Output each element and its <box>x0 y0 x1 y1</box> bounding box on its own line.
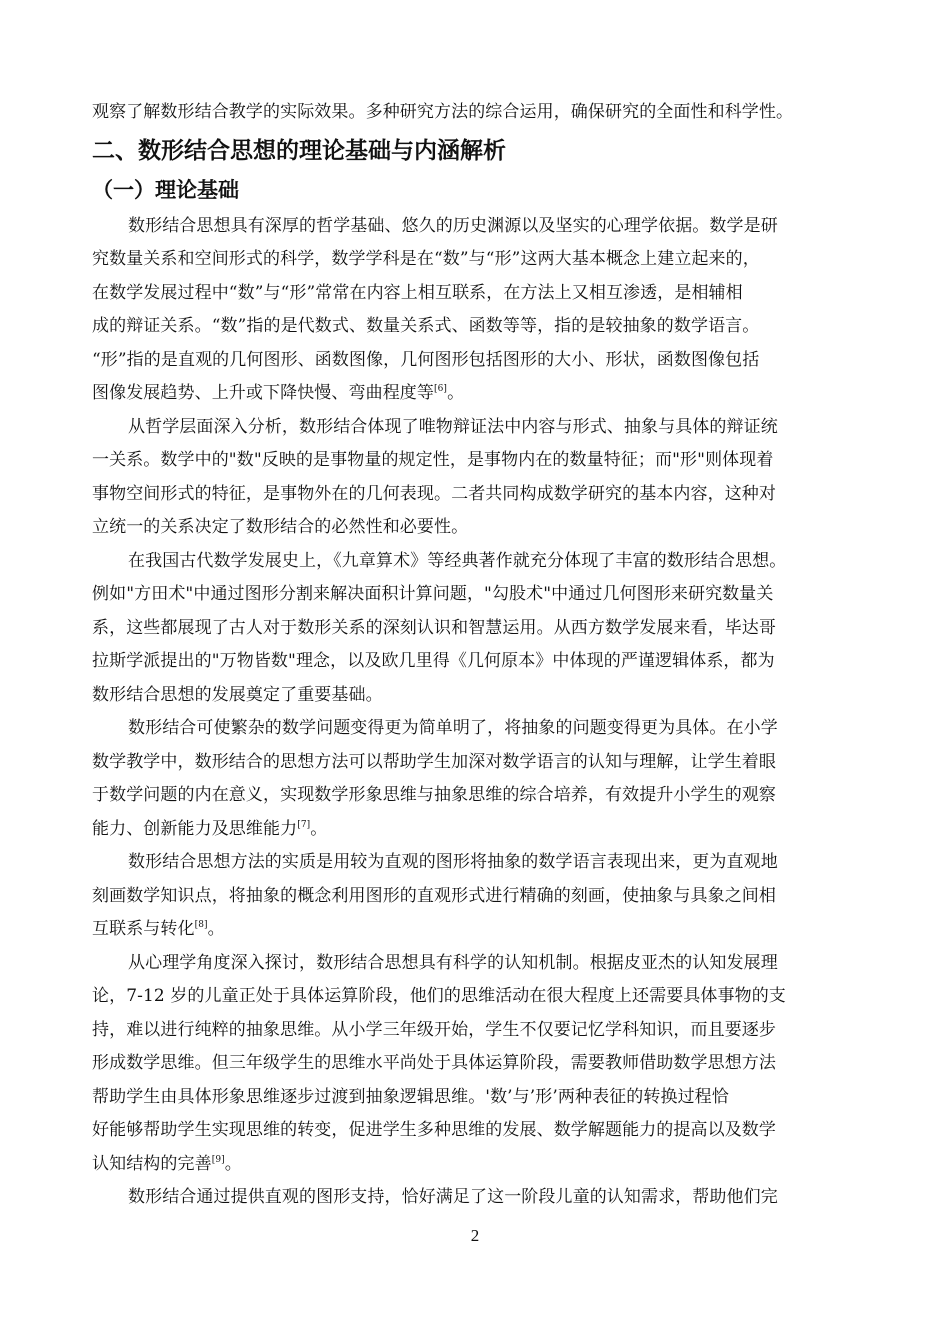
citation-ref: [6] <box>434 384 448 394</box>
text-line: 一关系。数学中的"数"反映的是事物量的规定性，是事物内在的数量特征；而"形"则体现着 <box>92 450 774 470</box>
citation-ref: [8] <box>194 920 208 930</box>
text-line: 好能够帮助学生实现思维的转变，促进学生多种思维的发展、数学解题能力的提高以及数学 <box>92 1120 776 1140</box>
paragraph <box>92 712 860 846</box>
text-line: 持，难以进行纯粹的抽象思维。从小学三年级开始，学生不仅要记忆学科知识，而且要逐步 <box>92 1019 776 1040</box>
citation-ref: [7] <box>297 819 311 830</box>
text-line: 成的辩证关系。“数”指的是代数式、数量关系式、函数等等，指的是较抽象的数学语言。 <box>92 316 760 336</box>
sentence-end: 。 <box>224 1153 242 1174</box>
text-line: 从哲学层面深入分析，数形结合体现了唯物辩证法中内容与形式、抽象与具体的辩证统 <box>128 416 778 437</box>
text-line: 数形结合可使繁杂的数学问题变得更为简单明了，将抽象的问题变得更为具体。在小学 <box>128 718 778 738</box>
text-line: 论，7-12 岁的儿童正处于具体运算阶段，他们的思维活动在很大程度上还需要具体事物的支 <box>92 986 786 1006</box>
page-number: 2 <box>470 1226 480 1245</box>
text-line: 互联系与转化[8]。 <box>92 919 225 939</box>
paragraph <box>92 846 860 947</box>
text-line: 事物空间形式的特征，是事物外在的几何表现。二者共同构成数学研究的基本内容，这种对 <box>92 483 776 504</box>
text-line: 例如"方田术"中通过图形分割来解决面积计算问题，"勾股术"中通过几何图形来研究数量关 <box>92 584 774 604</box>
text-line: 能力、创新能力及思维能力[7]。 <box>92 818 328 839</box>
paragraph <box>92 1181 860 1215</box>
text-line: 数学教学中，数形结合的思想方法可以帮助学生加深对数学语言的认知与理解，让学生着眼 <box>92 751 776 772</box>
text-line: 从心理学角度深入探讨，数形结合思想具有科学的认知机制。根据皮亚杰的认知发展理 <box>128 952 778 973</box>
text-line: 帮助学生由具体形象思维逐步过渡到抽象逻辑思维。'数’与’形’两种表征的转换过程恰 <box>92 1086 729 1107</box>
text-line: 拉斯学派提出的"万物皆数"理念，以及欧几里得《几何原本》中体现的严谨逻辑体系，都为 <box>92 651 775 671</box>
text-line: 数形结合通过提供直观的图形支持，恰好满足了这一阶段儿童的认知需求，帮助他们完 <box>128 1187 778 1207</box>
paragraph <box>92 411 860 545</box>
citation-ref: [9] <box>211 1154 225 1165</box>
paragraph <box>92 545 860 713</box>
text-line: 形成数学思维。但三年级学生的思维水平尚处于具体运算阶段，需要教师借助数学思想方法 <box>92 1053 776 1073</box>
body-text <box>92 210 860 1215</box>
text-line: 在数学发展过程中“数”与“形”常常在内容上相互联系，在方法上又相互渗透，是相辅相 <box>92 282 743 303</box>
paragraph <box>92 947 860 1182</box>
text-line: 系，这些都展现了古人对于数形关系的深刻认识和智慧运用。从西方数学发展来看，毕达哥 <box>92 617 776 638</box>
text-line: 数形结合思想的发展奠定了重要基础。 <box>92 684 383 705</box>
text-line: 数形结合思想具有深厚的哲学基础、悠久的历史渊源以及坚实的心理学依据。数学是研 <box>128 215 778 236</box>
sentence-end: 。 <box>447 383 465 403</box>
text-line: 在我国古代数学发展史上，《九章算术》等经典著作就充分体现了丰富的数形结合思想。 <box>128 550 787 571</box>
section-title: 二、数形结合思想的理论基础与内涵解析 <box>92 137 506 164</box>
text-line: “形”指的是直观的几何图形、函数图像，几何图形包括图形的大小、形状，函数图像包括 <box>92 349 760 370</box>
text-line: 认知结构的完善[9]。 <box>92 1153 242 1174</box>
text-line: 数形结合思想方法的实质是用较为直观的图形将抽象的数学语言表现出来，更为直观地 <box>128 852 778 872</box>
text-line: 究数量关系和空间形式的科学，数学学科是在“数”与“形”这两大基本概念上建立起来的， <box>92 249 760 269</box>
document-page <box>92 96 860 1215</box>
text-line: 图像发展趋势、上升或下降快慢、弯曲程度等[6]。 <box>92 383 465 403</box>
subsection-title: （一）理论基础 <box>92 177 239 202</box>
text-line: 立统一的关系决定了数形结合的必然性和必要性。 <box>92 517 469 537</box>
sentence-end: 。 <box>310 818 328 839</box>
text-line: 于数学问题的内在意义，实现数学形象思维与抽象思维的综合培养，有效提升小学生的观察 <box>92 785 776 805</box>
text-line: 刻画数学知识点，将抽象的概念利用图形的直观形式进行精确的刻画，使抽象与具象之间相 <box>92 885 776 906</box>
paragraph <box>92 210 860 411</box>
sentence-end: 。 <box>207 919 225 939</box>
intro-line: 观察了解数形结合教学的实际效果。多种研究方法的综合运用，确保研究的全面性和科学性。 <box>92 102 794 122</box>
